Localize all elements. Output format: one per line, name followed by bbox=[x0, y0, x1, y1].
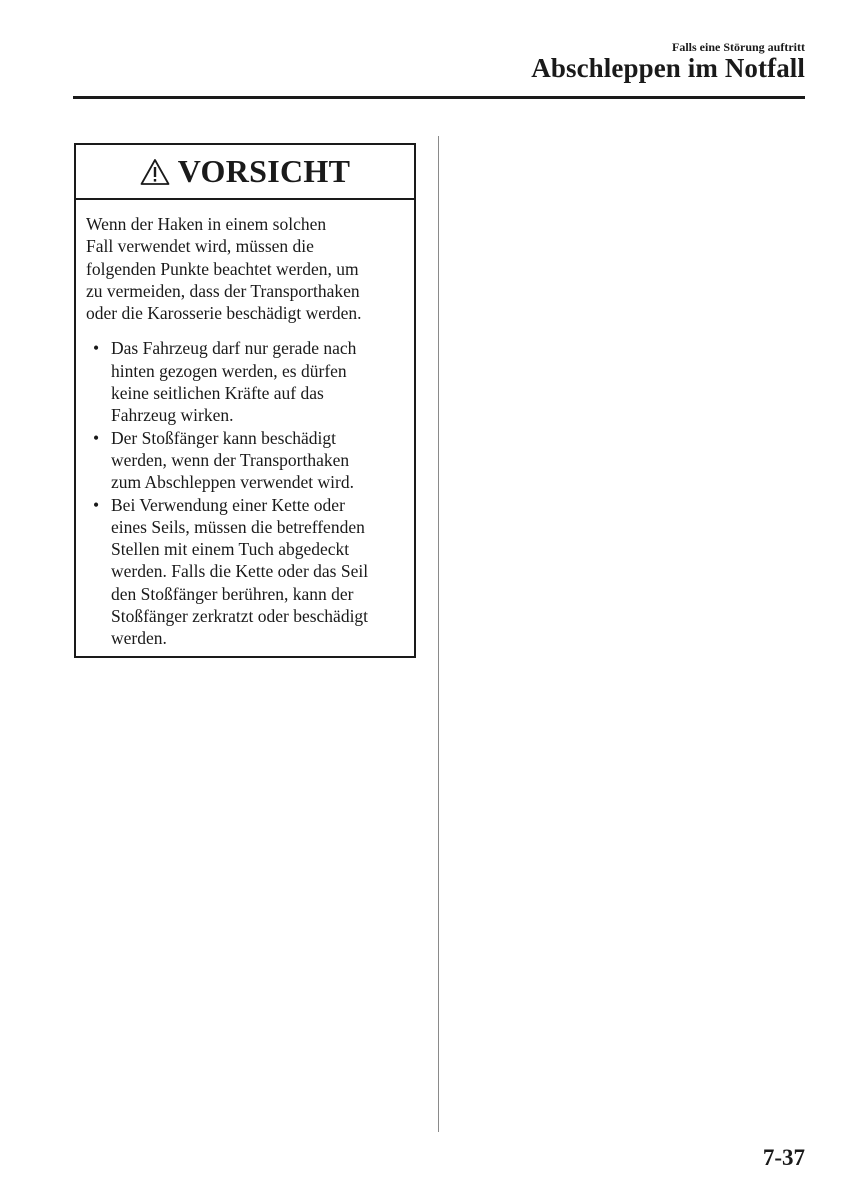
caution-intro bbox=[86, 213, 404, 324]
bullet-line: hinten gezogen werden, es dürfen bbox=[111, 360, 347, 381]
warning-triangle-icon bbox=[140, 158, 170, 186]
bullet-item bbox=[86, 337, 404, 426]
header-rule bbox=[73, 96, 805, 99]
caution-bullet-list bbox=[86, 337, 404, 649]
bullet-line: werden, wenn der Transporthaken bbox=[111, 449, 350, 470]
caution-body bbox=[76, 200, 414, 650]
intro-line: Wenn der Haken in einem solchen bbox=[86, 214, 327, 234]
caution-box bbox=[74, 143, 416, 658]
bullet-item bbox=[86, 494, 404, 650]
section-header: Falls eine Störung auftritt bbox=[672, 40, 805, 54]
page-title: Abschleppen im Notfall bbox=[531, 53, 805, 83]
bullet-line: Stellen mit einem Tuch abgedeckt bbox=[111, 539, 350, 560]
bullet-mark: • bbox=[93, 427, 100, 448]
bullet-line: werden. bbox=[111, 628, 167, 649]
caution-title: VORSICHT bbox=[177, 153, 351, 189]
bullet-item bbox=[86, 427, 404, 494]
bullet-line: Der Stoßfänger kann beschädigt bbox=[111, 427, 336, 448]
intro-line: Fall verwendet wird, müssen die bbox=[86, 236, 314, 257]
page-number: 7-37 bbox=[762, 1145, 805, 1170]
caution-header bbox=[76, 145, 414, 200]
bullet-line: den Stoßfänger berühren, kann der bbox=[111, 583, 354, 604]
intro-line: folgenden Punkte beachtet werden, um bbox=[86, 258, 359, 279]
bullet-line: eines Seils, müssen die betreffenden bbox=[111, 516, 365, 537]
intro-line: oder die Karosserie beschädigt werden. bbox=[86, 303, 362, 324]
bullet-mark: • bbox=[93, 494, 100, 515]
bullet-line: Fahrzeug wirken. bbox=[111, 405, 234, 426]
bullet-line: keine seitlichen Kräfte auf das bbox=[111, 383, 324, 404]
bullet-line: Stoßfänger zerkratzt oder beschädigt bbox=[111, 606, 369, 627]
bullet-line: werden. Falls die Kette oder das Seil bbox=[111, 561, 369, 582]
bullet-line: Bei Verwendung einer Kette oder bbox=[111, 494, 345, 515]
bullet-line: zum Abschleppen verwendet wird. bbox=[111, 472, 354, 493]
column-divider bbox=[438, 136, 439, 1132]
bullet-mark: • bbox=[93, 338, 100, 359]
intro-line: zu vermeiden, dass der Transporthaken bbox=[86, 280, 360, 301]
bullet-line: Das Fahrzeug darf nur gerade nach bbox=[111, 338, 357, 359]
